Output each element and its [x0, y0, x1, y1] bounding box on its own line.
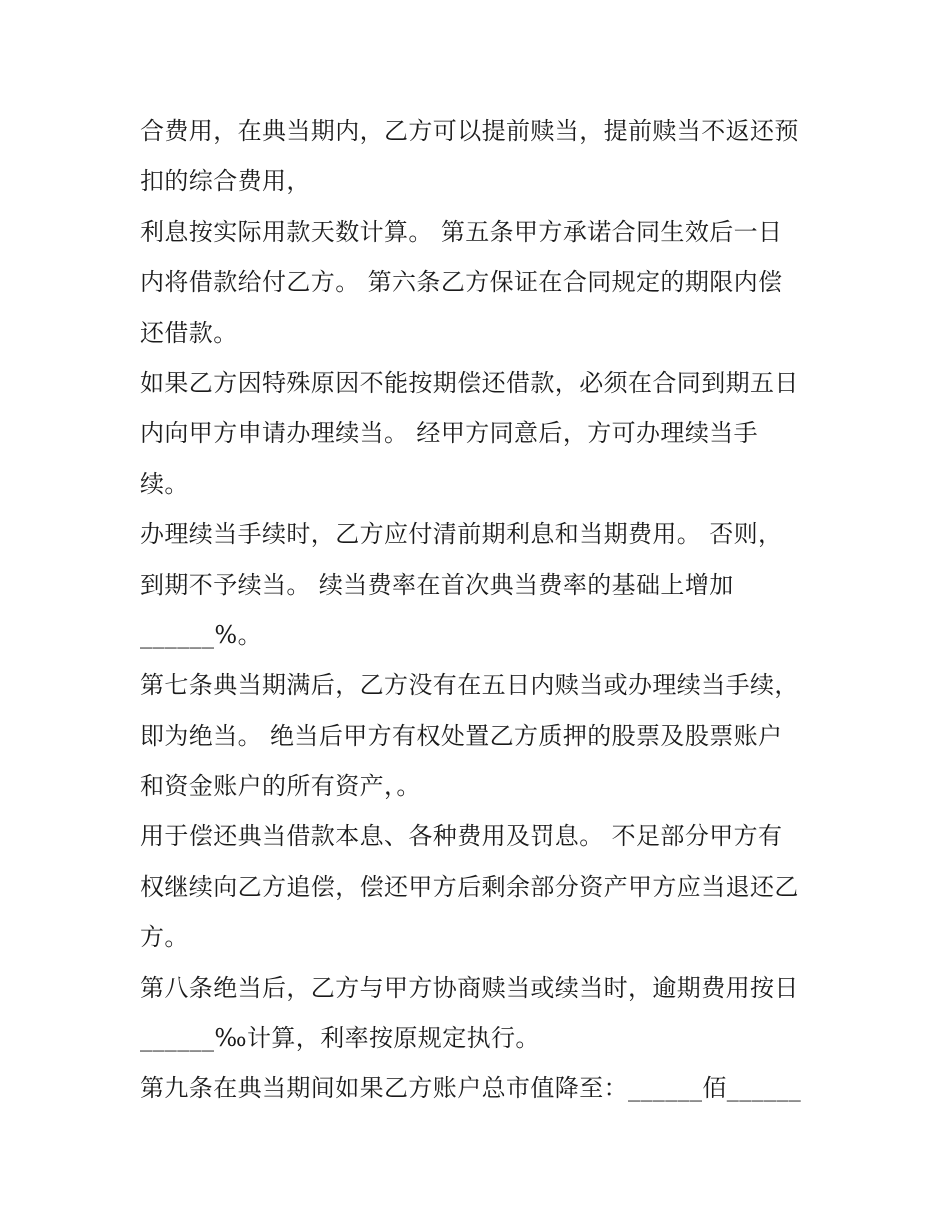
- text-line: 内向甲方申请办理续当。 经甲方同意后，方可办理续当手: [140, 419, 759, 448]
- text-line: 第八条绝当后，乙方与甲方协商赎当或续当时，逾期费用按日: [140, 973, 799, 1002]
- text-line: 权继续向乙方追偿，偿还甲方后剩余部分资产甲方应当退还乙: [140, 872, 799, 901]
- text-line: ______‰计算，利率按原规定执行。: [140, 1024, 540, 1053]
- text-line: 方。: [140, 923, 189, 952]
- text-line: 到期不予续当。 续当费率在首次典当费率的基础上增加: [140, 570, 734, 599]
- text-line: 扣的综合费用，: [140, 167, 311, 196]
- text-line: 即为绝当。 绝当后甲方有权处置乙方质押的股票及股票账户: [140, 721, 783, 750]
- text-line: 第七条典当期满后，乙方没有在五日内赎当或办理续当手续，: [140, 671, 799, 700]
- contract-text-body: [140, 106, 820, 1114]
- text-line: 合费用，在典当期内，乙方可以提前赎当，提前赎当不返还预: [140, 117, 799, 145]
- text-line: ______%。: [140, 620, 263, 649]
- text-line: 办理续当手续时，乙方应付清前期利息和当期费用。 否则，: [140, 520, 783, 549]
- text-line: 利息按实际用款天数计算。 第五条甲方承诺合同生效后一日: [140, 217, 783, 246]
- text-line: 续。: [140, 469, 189, 498]
- text-line: 还借款。: [140, 318, 238, 347]
- text-line: 如果乙方因特殊原因不能按期偿还借款，必须在合同到期五日: [140, 368, 799, 397]
- text-line: 第九条在典当期间如果乙方账户总市值降至：______佰______: [140, 1074, 802, 1103]
- text-line: 和资金账户的所有资产，。: [140, 772, 421, 801]
- text-line: 内将借款给付乙方。 第六条乙方保证在合同规定的期限内偿: [140, 268, 783, 297]
- text-line: 用于偿还典当借款本息、各种费用及罚息。 不足部分甲方有: [140, 822, 783, 851]
